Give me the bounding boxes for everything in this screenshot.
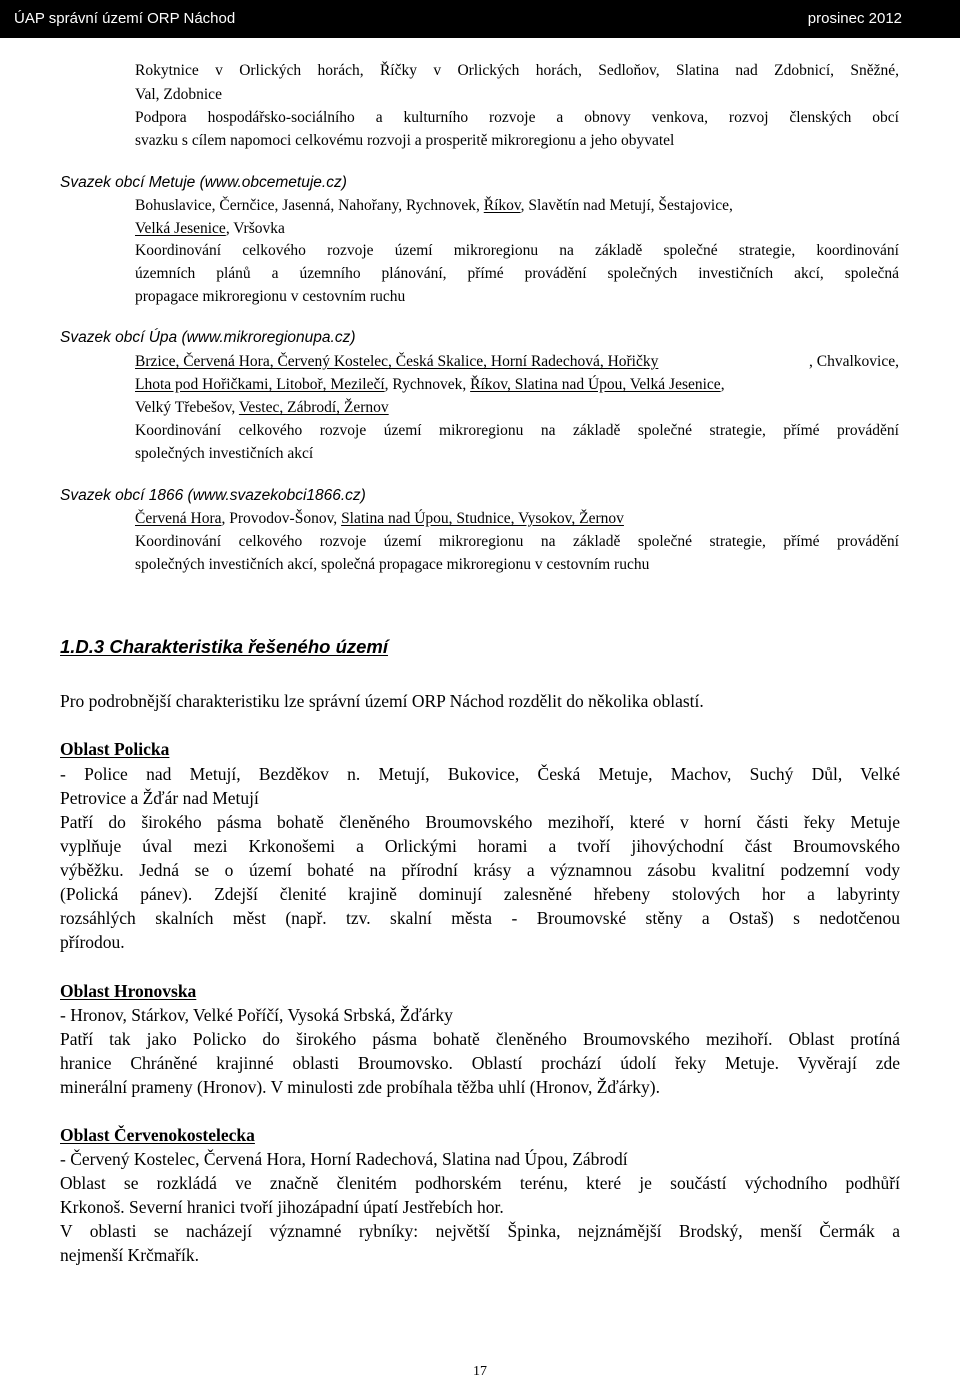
block1-purpose-line1: Podpora hospodářsko-sociálního a kulturního rozvoje a obnovy venkova, rozvoj členských obcí (135, 109, 899, 126)
upa-purpose-line2: společných investičních akcí (135, 445, 314, 462)
upa-title: Svazek obcí Úpa (www.mikroregionupa.cz) (60, 329, 356, 346)
cervenokostelecka-line4: V oblasti se nacházejí významné rybníky: největší Špinka, nejznámější Brodský, menší Čermák a (60, 1221, 900, 1241)
cervenokostelecka-title: Oblast Červenokostelecka (60, 1125, 255, 1145)
metuje-purpose-line2: územních plánů a územního plánování, přímé provádění společných investičních akcí, společná (135, 265, 899, 282)
s1866-title: Svazek obcí 1866 (www.svazekobci1866.cz) (60, 487, 366, 504)
page-header (0, 0, 960, 38)
hronovska-line2: Patří tak jako Policko do širokého pásma bohatě členěného Broumovského mezihoří. Oblast protíná (60, 1029, 900, 1049)
cervenokostelecka-line3: Krkonoš. Severní hranici tvoří jihozápadní úpatí Jestřebích hor. (60, 1197, 504, 1217)
metuje-members-line2 (135, 221, 285, 237)
hronovska-line4: minerální prameny (Hronov). V minulosti zde probíhala těžba uhlí (Hronov, Žďárky). (60, 1077, 660, 1097)
upa-members-text: , (720, 376, 725, 393)
policka-title: Oblast Policka (60, 739, 170, 759)
upa-purpose-line1: Koordinování celkového rozvoje území mikroregionu na základě společné strategie, přímé provádění (135, 422, 899, 439)
policka-line5: výběžku. Jedná se o území bohaté na přírodní krásy a významnou zásobu kvalitní podzemní vody (60, 860, 900, 880)
upa-members-line1 (135, 354, 899, 370)
upa-members-text: , Rychnovek, (384, 376, 471, 393)
upa-members-underlined: Brzice, Červená Hora, Červený Kostelec, Česká Skalice, Horní Radechová, Hořičky (135, 353, 659, 370)
metuje-title: Svazek obcí Metuje (www.obcemetuje.cz) (60, 174, 347, 191)
upa-members-underlined: Říkov, Slatina nad Úpou, Velká Jesenice (470, 376, 721, 393)
s1866-purpose-line2: společných investičních akcí, společná propagace mikroregionu v cestovním ruchu (135, 556, 650, 573)
block1-purpose-line2: svazku s cílem napomoci celkovému rozvoji a prosperitě mikroregionu a jeho obyvatel (135, 132, 675, 149)
cervenokostelecka-line5: nejmenší Krčmařík. (60, 1245, 199, 1265)
s1866-members-underlined: Červená Hora (135, 510, 222, 527)
upa-members-underlined: Lhota pod Hořičkami, Litoboř, Mezilečí (135, 376, 385, 393)
block1-members-line1: Rokytnice v Orlických horách, Říčky v Orlických horách, Sedloňov, Slatina nad Zdobnicí, Sněžné, (135, 62, 899, 79)
block1-members-line2: Val, Zdobnice (135, 86, 222, 103)
s1866-purpose-line1: Koordinování celkového rozvoje území mikroregionu na základě společné strategie, přímé provádění (135, 533, 899, 550)
metuje-members-text: , Slavětín nad Metují, Šestajovice, (520, 197, 733, 214)
cervenokostelecka-line2: Oblast se rozkládá ve značně členitém podhorském terénu, které je součástí východního podhůří (60, 1173, 900, 1193)
section-heading: 1.D.3 Charakteristika řešeného území (60, 636, 389, 657)
metuje-member-underlined: Velká Jesenice (135, 220, 226, 237)
policka-line1: - Police nad Metují, Bezděkov n. Metují, Bukovice, Česká Metuje, Machov, Suchý Důl, Velké (60, 764, 900, 784)
policka-line2: Petrovice a Žďár nad Metují (60, 788, 259, 808)
metuje-members-line1 (135, 198, 899, 214)
policka-line4: vyplňuje úval mezi Krkonošemi a Orlickými horami a tvoří jihovýchodní část Broumovského (60, 836, 900, 856)
policka-line7: rozsáhlých skalních měst (např. tzv. skalní města - Broumovské stěny a Ostaš) s nedotčenou (60, 908, 900, 928)
cervenokostelecka-line1: - Červený Kostelec, Červená Hora, Horní Radechová, Slatina nad Úpou, Zábrodí (60, 1149, 628, 1169)
hronovska-line1: - Hronov, Stárkov, Velké Poříčí, Vysoká Srbská, Žďárky (60, 1005, 453, 1025)
hronovska-line3: hranice Chráněné krajinné oblasti Broumovsko. Oblastí prochází údolí řeky Metuje. Vyvěrají zde (60, 1053, 900, 1073)
policka-line6: (Polická pánev). Zdejší členité krajině dominují zalesněné hřebeny stolových hor a labyrinty (60, 884, 900, 904)
upa-members-line3 (135, 400, 389, 416)
metuje-member-underlined: Říkov (483, 197, 521, 214)
metuje-members-text: Bohuslavice, Černčice, Jasenná, Nahořany, Rychnovek, (135, 197, 484, 214)
policka-line3: Patří do širokého pásma bohatě členěného Broumovského mezihoří, které v horní části řeky Metuje (60, 812, 900, 832)
intro-paragraph: Pro podrobnější charakteristiku lze správní území ORP Náchod rozdělit do několika oblastí. (60, 691, 704, 711)
upa-members-line2 (135, 377, 899, 393)
upa-members-underlined: Vestec, Zábrodí, Žernov (238, 399, 389, 416)
s1866-members-underlined: Slatina nad Úpou, Studnice, Vysokov, Žernov (341, 510, 624, 527)
metuje-purpose-line3: propagace mikroregionu v cestovním ruchu (135, 288, 406, 305)
s1866-members-text: , Provodov-Šonov, (221, 510, 342, 527)
metuje-purpose-line1: Koordinování celkového rozvoje území mikroregionu na základě společné strategie, koordinování (135, 242, 899, 259)
policka-line8: přírodou. (60, 932, 125, 952)
s1866-members-line1 (135, 511, 624, 527)
metuje-members-text: , Vršovka (225, 220, 285, 237)
upa-members-text: Velký Třebešov, (135, 399, 239, 416)
header-date: prosinec 2012 (807, 10, 902, 27)
page-number: 17 (473, 1364, 487, 1379)
header-title: ÚAP správní území ORP Náchod (14, 10, 236, 27)
upa-members-text: , Chvalkovice, (809, 353, 899, 370)
hronovska-title: Oblast Hronovska (60, 981, 197, 1001)
